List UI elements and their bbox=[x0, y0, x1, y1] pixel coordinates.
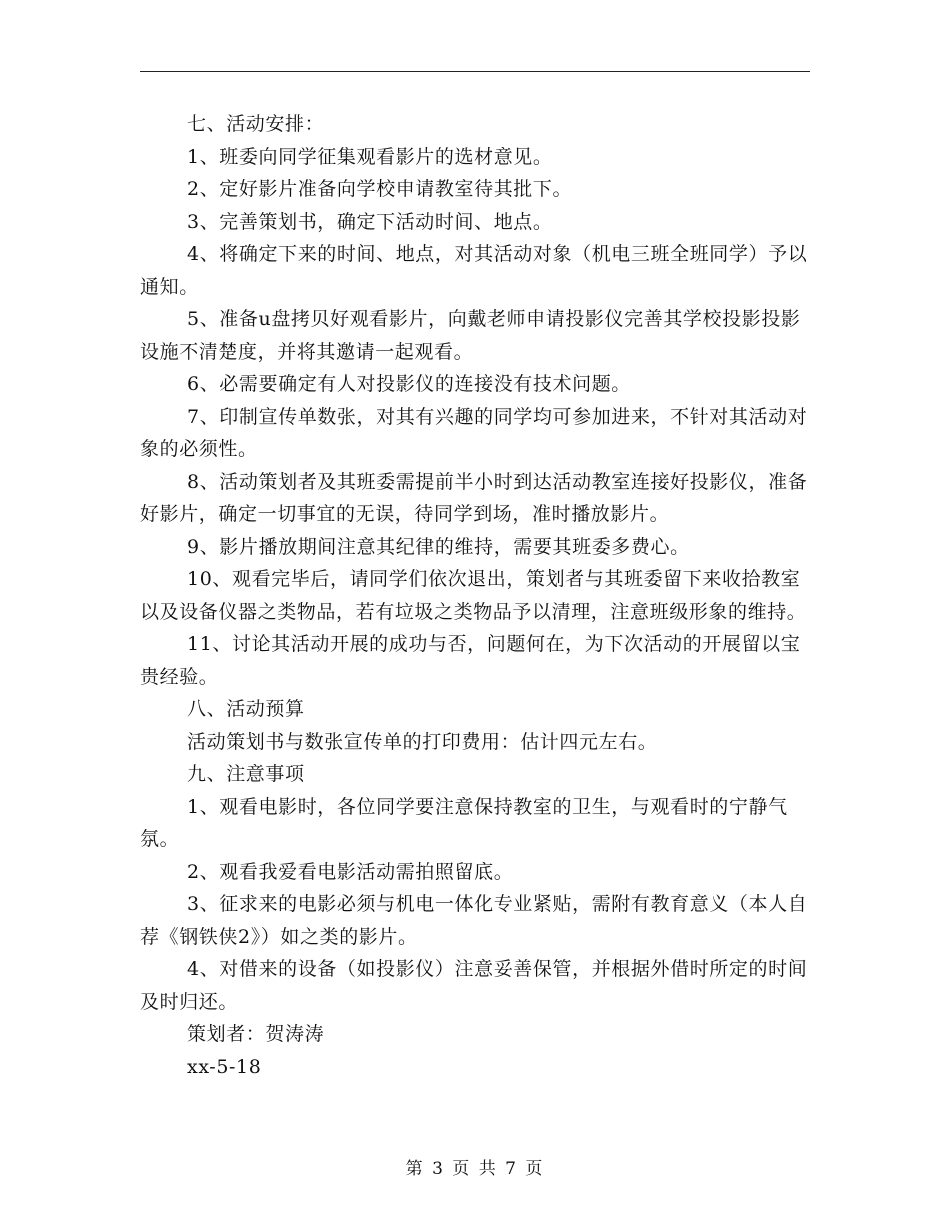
header-rule bbox=[140, 71, 810, 72]
arrangement-item-5: 5、准备u盘拷贝好观看影片，向戴老师申请投影仪完善其学校投影投影设施不清楚度，并将其邀请一起观看。 bbox=[140, 308, 801, 363]
arrangement-item-11: 11、讨论其活动开展的成功与否，问题何在，为下次活动的开展留以宝贵经验。 bbox=[140, 633, 801, 688]
page-number-label: 第 3 页 共 7 页 bbox=[405, 1159, 545, 1179]
planner-signature: 策划者：贺涛涛 bbox=[187, 1023, 325, 1045]
arrangement-item-3: 3、完善策划书，确定下活动时间、地点。 bbox=[187, 210, 553, 233]
arrangement-item-1: 1、班委向同学征集观看影片的选材意见。 bbox=[187, 145, 553, 168]
document-body bbox=[140, 108, 810, 1083]
arrangement-item-9: 9、影片播放期间注意其纪律的维持，需要其班委多费心。 bbox=[187, 535, 690, 558]
signature-date: xx-5-18 bbox=[187, 1055, 262, 1078]
notes-item-2: 2、观看我爱看电影活动需拍照留底。 bbox=[187, 860, 514, 883]
arrangement-item-8: 8、活动策划者及其班委需提前半小时到达活动教室连接好投影仪，准备好影片，确定一切事宜的无误，待同学到场，准时播放影片。 bbox=[140, 470, 808, 525]
notes-item-3: 3、征求来的电影必须与机电一体化专业紧贴，需附有教育意义（本人自荐《钢铁侠2》）如之类的影片。 bbox=[140, 893, 808, 948]
page-footer bbox=[0, 1154, 950, 1179]
section-heading-budget: 八、活动预算 bbox=[187, 698, 305, 720]
notes-item-4: 4、对借来的设备（如投影仪）注意妥善保管，并根据外借时所定的时间及时归还。 bbox=[140, 958, 808, 1013]
arrangement-item-2: 2、定好影片准备向学校申请教室待其批下。 bbox=[187, 178, 573, 200]
arrangement-item-4: 4、将确定下来的时间、地点，对其活动对象（机电三班全班同学）予以通知。 bbox=[140, 243, 808, 298]
arrangement-item-7: 7、印制宣传单数张，对其有兴趣的同学均可参加进来，不针对其活动对象的必须性。 bbox=[140, 405, 808, 460]
budget-text: 活动策划书与数张宣传单的打印费用：估计四元左右。 bbox=[187, 730, 658, 753]
arrangement-item-10: 10、观看完毕后，请同学们依次退出，策划者与其班委留下来收拾教室以及设备仪器之类物品，若有垃圾之类物品予以清理，注意班级形象的维持。 bbox=[140, 568, 807, 623]
arrangement-item-6: 6、必需要确定有人对投影仪的连接没有技术问题。 bbox=[187, 373, 631, 395]
notes-item-1: 1、观看电影时，各位同学要注意保持教室的卫生，与观看时的宁静气氛。 bbox=[140, 795, 788, 850]
section-heading-arrangement: 七、活动安排： bbox=[187, 113, 325, 135]
section-heading-notes: 九、注意事项 bbox=[187, 763, 305, 785]
